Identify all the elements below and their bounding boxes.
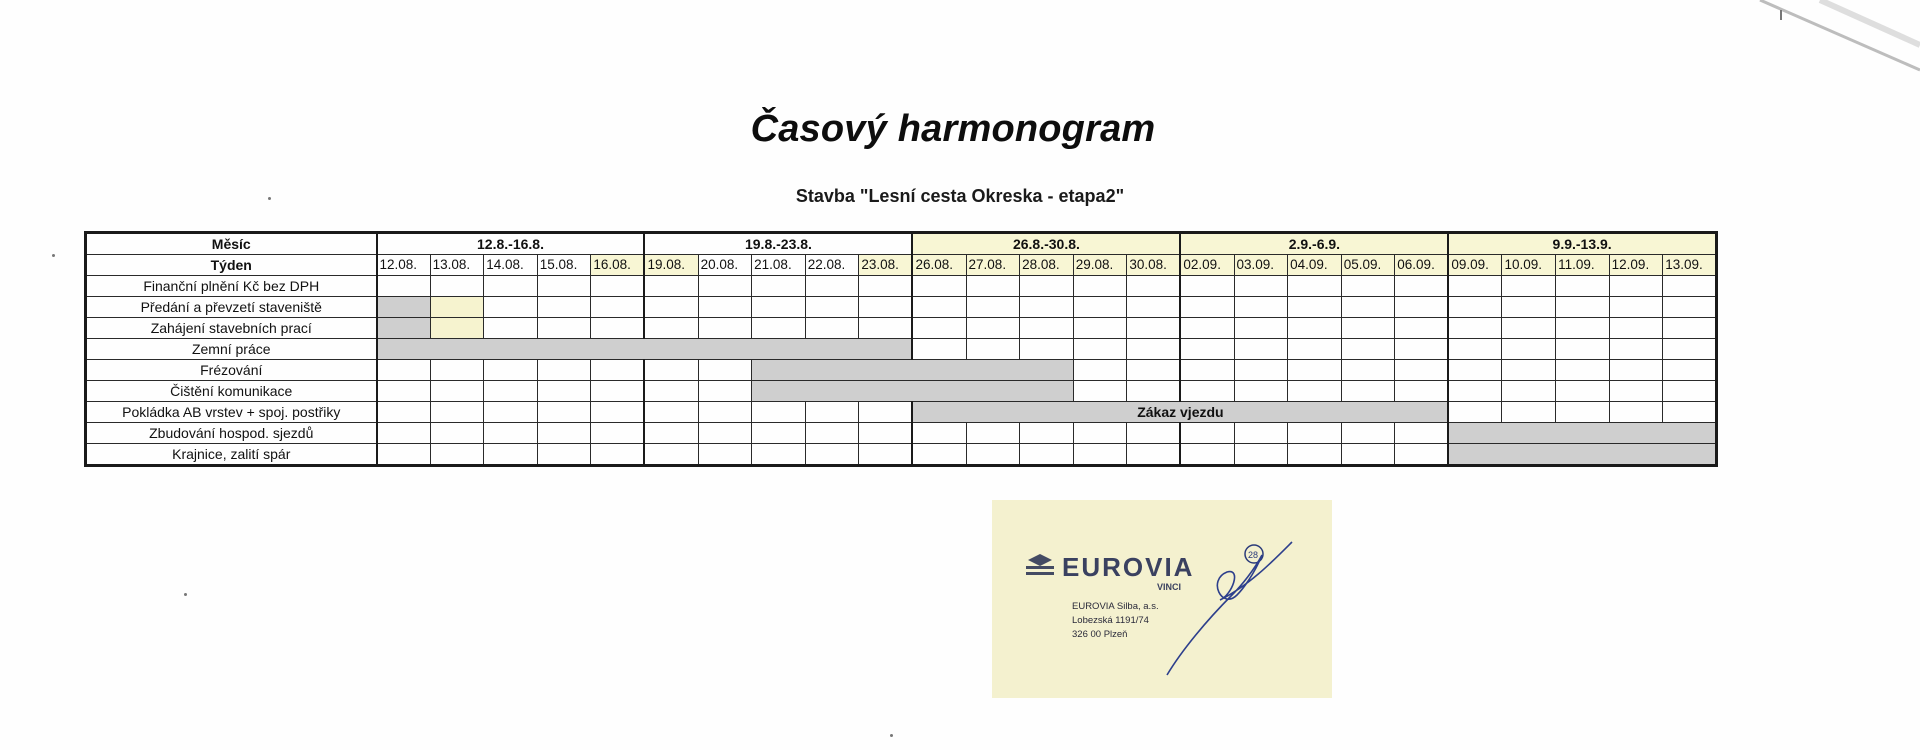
task-cell bbox=[1395, 297, 1449, 318]
task-cell bbox=[377, 360, 431, 381]
task-cell bbox=[966, 339, 1020, 360]
task-cell bbox=[1073, 339, 1127, 360]
task-cell bbox=[1395, 339, 1449, 360]
period-header: 19.8.-23.8. bbox=[644, 233, 912, 255]
task-cell bbox=[1020, 423, 1074, 444]
task-cell bbox=[644, 276, 698, 297]
day-header: 05.09. bbox=[1341, 255, 1395, 276]
task-cell bbox=[805, 444, 859, 466]
task-cell bbox=[644, 318, 698, 339]
day-header: 12.09. bbox=[1609, 255, 1663, 276]
task-cell bbox=[537, 444, 591, 466]
task-cell bbox=[698, 444, 752, 466]
task-cell bbox=[1663, 360, 1717, 381]
task-cell bbox=[1180, 444, 1234, 466]
task-cell bbox=[805, 402, 859, 423]
task-cell bbox=[752, 423, 806, 444]
day-header: 21.08. bbox=[752, 255, 806, 276]
task-bar bbox=[430, 297, 484, 318]
task-cell bbox=[644, 444, 698, 466]
stamp-company: EUROVIA Silba, a.s. bbox=[1072, 601, 1159, 612]
task-cell bbox=[1180, 318, 1234, 339]
task-cell bbox=[1448, 339, 1502, 360]
task-cell bbox=[1663, 318, 1717, 339]
task-cell bbox=[1127, 423, 1181, 444]
task-cell bbox=[1609, 402, 1663, 423]
task-cell bbox=[1556, 360, 1610, 381]
task-label: Zbudování hospod. sjezdů bbox=[86, 423, 377, 444]
task-cell bbox=[1127, 381, 1181, 402]
day-header: 13.08. bbox=[430, 255, 484, 276]
task-cell bbox=[1020, 444, 1074, 466]
task-cell bbox=[484, 381, 538, 402]
task-cell bbox=[1341, 381, 1395, 402]
day-header: 11.09. bbox=[1556, 255, 1610, 276]
scan-speck bbox=[184, 593, 187, 596]
task-cell bbox=[752, 318, 806, 339]
task-cell bbox=[591, 318, 645, 339]
task-cell bbox=[484, 276, 538, 297]
task-cell bbox=[805, 318, 859, 339]
task-cell bbox=[537, 423, 591, 444]
day-header: 29.08. bbox=[1073, 255, 1127, 276]
task-cell bbox=[484, 297, 538, 318]
period-header: 26.8.-30.8. bbox=[912, 233, 1180, 255]
task-cell bbox=[1609, 297, 1663, 318]
task-label: Finanční plnění Kč bez DPH bbox=[86, 276, 377, 297]
task-cell bbox=[537, 381, 591, 402]
scan-speck bbox=[890, 734, 893, 737]
task-cell bbox=[1341, 423, 1395, 444]
task-cell bbox=[1073, 276, 1127, 297]
task-cell bbox=[1127, 444, 1181, 466]
task-cell bbox=[859, 297, 913, 318]
task-cell bbox=[1180, 297, 1234, 318]
task-cell bbox=[1502, 360, 1556, 381]
task-cell bbox=[591, 381, 645, 402]
task-cell bbox=[1288, 339, 1342, 360]
task-bar bbox=[377, 318, 431, 339]
task-cell bbox=[644, 297, 698, 318]
task-bar bbox=[377, 297, 431, 318]
task-bar bbox=[430, 318, 484, 339]
task-cell bbox=[591, 423, 645, 444]
task-cell bbox=[1556, 318, 1610, 339]
task-bar-note: Zákaz vjezdu bbox=[912, 402, 1448, 423]
task-cell bbox=[1341, 360, 1395, 381]
task-label: Předání a převzetí staveniště bbox=[86, 297, 377, 318]
task-cell bbox=[591, 297, 645, 318]
task-cell bbox=[1288, 444, 1342, 466]
task-cell bbox=[377, 444, 431, 466]
task-cell bbox=[1609, 339, 1663, 360]
task-cell bbox=[1127, 297, 1181, 318]
day-header: 20.08. bbox=[698, 255, 752, 276]
task-cell bbox=[484, 318, 538, 339]
task-cell bbox=[644, 423, 698, 444]
task-cell bbox=[1073, 360, 1127, 381]
task-cell bbox=[1234, 381, 1288, 402]
task-cell bbox=[430, 360, 484, 381]
task-cell bbox=[698, 423, 752, 444]
task-cell bbox=[1502, 339, 1556, 360]
task-cell bbox=[1556, 339, 1610, 360]
task-cell bbox=[752, 402, 806, 423]
task-cell bbox=[1395, 276, 1449, 297]
task-cell bbox=[484, 360, 538, 381]
task-label: Zahájení stavebních prací bbox=[86, 318, 377, 339]
task-label: Zemní práce bbox=[86, 339, 377, 360]
task-row bbox=[86, 339, 1717, 360]
day-header: 10.09. bbox=[1502, 255, 1556, 276]
task-cell bbox=[1502, 276, 1556, 297]
task-cell bbox=[484, 423, 538, 444]
task-cell bbox=[1556, 276, 1610, 297]
task-cell bbox=[805, 276, 859, 297]
week-row bbox=[86, 255, 1717, 276]
task-cell bbox=[537, 318, 591, 339]
task-cell bbox=[698, 297, 752, 318]
task-cell bbox=[966, 444, 1020, 466]
task-cell bbox=[1395, 444, 1449, 466]
task-cell bbox=[1288, 381, 1342, 402]
task-label: Pokládka AB vrstev + spoj. postřiky bbox=[86, 402, 377, 423]
page-title: Časový harmonogram bbox=[750, 108, 1156, 150]
task-cell bbox=[912, 423, 966, 444]
task-cell bbox=[1448, 276, 1502, 297]
task-cell bbox=[1556, 297, 1610, 318]
task-cell bbox=[1448, 297, 1502, 318]
task-cell bbox=[1180, 381, 1234, 402]
task-cell bbox=[1556, 402, 1610, 423]
task-row bbox=[86, 276, 1717, 297]
task-cell bbox=[377, 423, 431, 444]
task-cell bbox=[591, 402, 645, 423]
task-cell bbox=[912, 297, 966, 318]
task-cell bbox=[1073, 297, 1127, 318]
task-cell bbox=[644, 402, 698, 423]
stamp-graphic bbox=[992, 500, 1332, 698]
svg-text:28: 28 bbox=[1248, 550, 1259, 560]
task-cell bbox=[430, 444, 484, 466]
task-cell bbox=[966, 318, 1020, 339]
task-cell bbox=[966, 276, 1020, 297]
task-cell bbox=[1234, 297, 1288, 318]
task-cell bbox=[537, 402, 591, 423]
task-label: Krajnice, zalití spár bbox=[86, 444, 377, 466]
day-header: 23.08. bbox=[859, 255, 913, 276]
task-cell bbox=[1020, 318, 1074, 339]
task-cell bbox=[698, 318, 752, 339]
task-cell bbox=[1234, 276, 1288, 297]
task-cell bbox=[484, 444, 538, 466]
task-cell bbox=[1020, 297, 1074, 318]
task-cell bbox=[859, 423, 913, 444]
task-cell bbox=[1448, 318, 1502, 339]
task-cell bbox=[377, 276, 431, 297]
task-label: Frézování bbox=[86, 360, 377, 381]
task-cell bbox=[1502, 297, 1556, 318]
task-cell bbox=[537, 360, 591, 381]
day-header: 22.08. bbox=[805, 255, 859, 276]
task-cell bbox=[1180, 339, 1234, 360]
task-cell bbox=[430, 402, 484, 423]
task-cell bbox=[1288, 297, 1342, 318]
task-cell bbox=[805, 297, 859, 318]
task-cell bbox=[752, 276, 806, 297]
task-cell bbox=[644, 381, 698, 402]
task-cell bbox=[591, 276, 645, 297]
svg-text:EUROVIA: EUROVIA bbox=[1062, 552, 1195, 582]
task-cell bbox=[1234, 444, 1288, 466]
task-label: Čištění komunikace bbox=[86, 381, 377, 402]
task-cell bbox=[430, 276, 484, 297]
task-cell bbox=[1502, 402, 1556, 423]
task-cell bbox=[805, 423, 859, 444]
task-cell bbox=[1073, 444, 1127, 466]
day-header: 04.09. bbox=[1288, 255, 1342, 276]
task-cell bbox=[377, 381, 431, 402]
task-cell bbox=[430, 381, 484, 402]
task-cell bbox=[1127, 339, 1181, 360]
scan-speck bbox=[1780, 10, 1782, 20]
day-header: 13.09. bbox=[1663, 255, 1717, 276]
day-header: 06.09. bbox=[1395, 255, 1449, 276]
task-row bbox=[86, 402, 1717, 423]
day-header: 16.08. bbox=[591, 255, 645, 276]
task-bar bbox=[377, 339, 913, 360]
stamp-city: 326 00 Plzeň bbox=[1072, 629, 1128, 640]
task-cell bbox=[1609, 276, 1663, 297]
svg-text:VINCI: VINCI bbox=[1157, 582, 1182, 592]
day-header: 30.08. bbox=[1127, 255, 1181, 276]
task-cell bbox=[591, 360, 645, 381]
task-cell bbox=[1020, 276, 1074, 297]
period-header: 2.9.-6.9. bbox=[1180, 233, 1448, 255]
task-cell bbox=[859, 276, 913, 297]
task-cell bbox=[912, 318, 966, 339]
task-cell bbox=[1288, 318, 1342, 339]
task-cell bbox=[1234, 339, 1288, 360]
task-cell bbox=[1395, 360, 1449, 381]
scan-speck bbox=[268, 197, 271, 200]
task-cell bbox=[1663, 339, 1717, 360]
task-row bbox=[86, 423, 1717, 444]
task-cell bbox=[537, 297, 591, 318]
task-cell bbox=[859, 318, 913, 339]
task-cell bbox=[1073, 423, 1127, 444]
task-cell bbox=[1663, 381, 1717, 402]
task-cell bbox=[1341, 297, 1395, 318]
week-header-label: Týden bbox=[86, 255, 377, 276]
task-row bbox=[86, 381, 1717, 402]
task-cell bbox=[859, 402, 913, 423]
task-cell bbox=[698, 402, 752, 423]
task-cell bbox=[1448, 402, 1502, 423]
task-cell bbox=[1448, 381, 1502, 402]
day-header: 12.08. bbox=[377, 255, 431, 276]
period-header: 9.9.-13.9. bbox=[1448, 233, 1716, 255]
task-cell bbox=[1609, 381, 1663, 402]
task-cell bbox=[1663, 402, 1717, 423]
month-header-label: Měsíc bbox=[86, 233, 377, 255]
day-header: 28.08. bbox=[1020, 255, 1074, 276]
task-bar bbox=[1448, 423, 1716, 444]
task-row bbox=[86, 297, 1717, 318]
task-cell bbox=[859, 444, 913, 466]
task-cell bbox=[537, 276, 591, 297]
day-header: 14.08. bbox=[484, 255, 538, 276]
task-cell bbox=[1234, 318, 1288, 339]
task-bar bbox=[1448, 444, 1716, 466]
scan-speck bbox=[52, 254, 55, 257]
page-fold-mark bbox=[1700, 0, 1920, 90]
task-cell bbox=[1502, 381, 1556, 402]
task-cell bbox=[1073, 318, 1127, 339]
task-cell bbox=[1180, 360, 1234, 381]
task-cell bbox=[1663, 276, 1717, 297]
task-cell bbox=[752, 297, 806, 318]
task-row bbox=[86, 318, 1717, 339]
task-cell bbox=[1448, 360, 1502, 381]
task-cell bbox=[484, 402, 538, 423]
task-cell bbox=[1234, 423, 1288, 444]
task-cell bbox=[1395, 318, 1449, 339]
eurovia-logo-icon bbox=[1026, 554, 1054, 575]
day-header: 09.09. bbox=[1448, 255, 1502, 276]
task-row bbox=[86, 444, 1717, 466]
task-cell bbox=[1609, 360, 1663, 381]
task-cell bbox=[966, 423, 1020, 444]
task-cell bbox=[1502, 318, 1556, 339]
day-header: 02.09. bbox=[1180, 255, 1234, 276]
period-header: 12.8.-16.8. bbox=[377, 233, 645, 255]
task-cell bbox=[752, 444, 806, 466]
task-cell bbox=[1073, 381, 1127, 402]
task-cell bbox=[912, 444, 966, 466]
task-cell bbox=[1288, 360, 1342, 381]
task-cell bbox=[1609, 318, 1663, 339]
day-header: 03.09. bbox=[1234, 255, 1288, 276]
task-cell bbox=[377, 402, 431, 423]
company-stamp bbox=[992, 500, 1332, 698]
task-cell bbox=[698, 276, 752, 297]
schedule-table bbox=[84, 231, 1718, 467]
task-cell bbox=[1341, 444, 1395, 466]
stamp-street: Lobezská 1191/74 bbox=[1072, 615, 1149, 626]
task-cell bbox=[1180, 423, 1234, 444]
task-cell bbox=[1288, 276, 1342, 297]
task-cell bbox=[698, 360, 752, 381]
task-cell bbox=[698, 381, 752, 402]
task-cell bbox=[1127, 360, 1181, 381]
day-header: 15.08. bbox=[537, 255, 591, 276]
task-cell bbox=[591, 444, 645, 466]
task-cell bbox=[1234, 360, 1288, 381]
task-cell bbox=[912, 276, 966, 297]
task-row bbox=[86, 360, 1717, 381]
stamp-address bbox=[1072, 600, 1159, 642]
day-header: 26.08. bbox=[912, 255, 966, 276]
task-cell bbox=[912, 339, 966, 360]
task-cell bbox=[1395, 381, 1449, 402]
page-subtitle: Stavba "Lesní cesta Okreska - etapa2" bbox=[795, 186, 1125, 206]
task-cell bbox=[1341, 339, 1395, 360]
task-cell bbox=[1180, 276, 1234, 297]
task-cell bbox=[1288, 423, 1342, 444]
day-header: 19.08. bbox=[644, 255, 698, 276]
task-cell bbox=[1341, 276, 1395, 297]
task-cell bbox=[644, 360, 698, 381]
task-bar bbox=[752, 360, 1074, 381]
task-cell bbox=[1556, 381, 1610, 402]
task-cell bbox=[1341, 318, 1395, 339]
task-cell bbox=[1127, 276, 1181, 297]
task-cell bbox=[1020, 339, 1074, 360]
day-header: 27.08. bbox=[966, 255, 1020, 276]
month-row bbox=[86, 233, 1717, 255]
task-cell bbox=[1663, 297, 1717, 318]
task-cell bbox=[1127, 318, 1181, 339]
task-bar bbox=[752, 381, 1074, 402]
task-cell bbox=[1395, 423, 1449, 444]
task-cell bbox=[966, 297, 1020, 318]
task-cell bbox=[430, 423, 484, 444]
